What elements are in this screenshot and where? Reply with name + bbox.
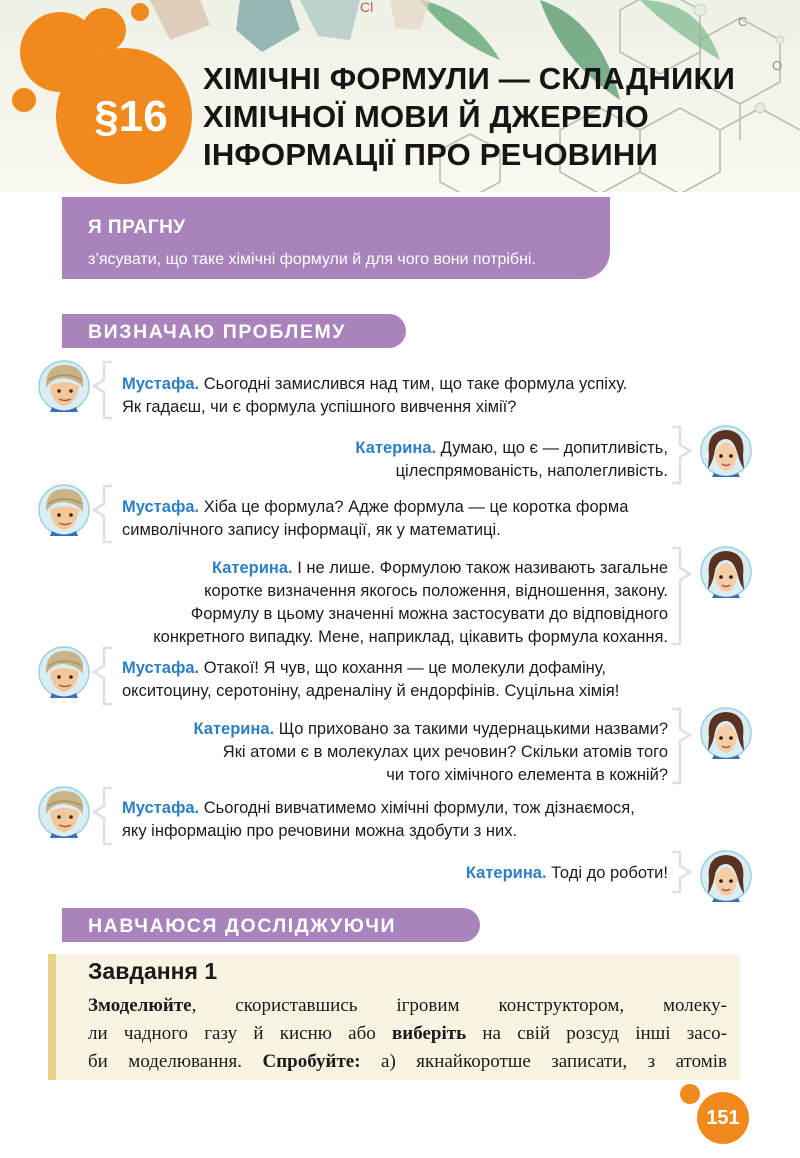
svg-text:C: C	[738, 14, 748, 29]
dialogue-mustafa-1	[122, 373, 627, 419]
speech-bracket-left	[92, 646, 114, 706]
speech-bracket-left	[92, 360, 114, 420]
task-stripe	[48, 954, 56, 1080]
page-number-decoration	[680, 1084, 700, 1104]
speech-bracket-right	[670, 707, 692, 785]
speaker-name: Катерина.	[211, 559, 293, 577]
dialogue-text: Які атоми є в молекулах цих речовин? Скільки атомів того	[222, 743, 668, 761]
dialogue-text: символічного запису інформації, як у математиці.	[122, 521, 501, 539]
task-keyword: Змоделюйте	[88, 995, 192, 1016]
speech-bracket-right	[670, 850, 692, 894]
dialogue-text: чи того хімічного елемента в кожній?	[386, 766, 668, 784]
dialogue-text: Формулу в цьому значенні можна застосувати до відповідного	[190, 605, 668, 623]
dialogue-kateryna-2	[153, 557, 668, 649]
mustafa-avatar	[38, 786, 90, 838]
task-text-part: , скориставшись ігровим конструктором, молеку-	[191, 995, 727, 1016]
task-keyword: Спробуйте:	[262, 1051, 361, 1072]
svg-text:Cl: Cl	[360, 0, 374, 15]
mustafa-avatar	[38, 360, 90, 412]
speaker-name: Катерина.	[193, 720, 275, 738]
kateryna-avatar	[700, 850, 752, 902]
goal-text: з’ясувати, що таке хімічні формули й для чого вони потрібні.	[88, 251, 536, 268]
mustafa-avatar	[38, 646, 90, 698]
dialogue-text: коротке визначення якогось положення, відношення, закону.	[204, 582, 668, 600]
dialogue-text: яку інформацію про речовини можна здобути з них.	[122, 822, 518, 840]
speaker-name: Мустафа.	[122, 799, 200, 817]
goal-title: Я ПРАГНУ	[88, 217, 186, 238]
dialogue-kateryna-4	[466, 862, 668, 885]
task-title: Завдання 1	[88, 958, 218, 984]
speaker-name: Мустафа.	[122, 498, 200, 516]
dialogue-text: окситоцину, серотоніну, адреналіну й ендорфінів. Суцільна хімія!	[122, 682, 620, 700]
task-text-part: ли чадного газу й кисню або	[88, 1023, 393, 1044]
speaker-name: Мустафа.	[122, 659, 200, 677]
goal-box	[62, 197, 610, 279]
speech-bracket-right	[670, 546, 692, 646]
section-heading-research: НАВЧАЮСЯ ДОСЛІДЖУЮЧИ	[62, 908, 480, 942]
dialogue-text: Як гадаєш, чи є формула успішного вивчення хімії?	[122, 398, 517, 416]
dialogue-text: конкретного випадку. Мене, наприклад, цікавить формула кохання.	[153, 628, 668, 646]
speaker-name: Катерина.	[355, 439, 437, 457]
dialogue-text: Думаю, що є — допитливість,	[440, 439, 668, 457]
speech-bracket-right	[670, 425, 692, 485]
title-line: ІНФОРМАЦІЇ ПРО РЕЧОВИНИ	[203, 137, 658, 172]
title-line: ХІМІЧНОЇ МОВИ Й ДЖЕРЕЛО	[203, 99, 649, 134]
dialogue-mustafa-3	[122, 657, 619, 703]
kateryna-avatar	[700, 546, 752, 598]
dialogue-text: Отакої! Я чув, що кохання — це молекули дофаміну,	[203, 659, 606, 677]
task-text-part: на свій розсуд інші засо-	[466, 1023, 727, 1044]
kateryna-avatar	[700, 707, 752, 759]
paragraph-number: §16	[94, 92, 168, 141]
page-title	[203, 60, 763, 174]
dialogue-text: Хіба це формула? Адже формула — це коротка форма	[203, 498, 629, 516]
dialogue-text: цілеспрямованість, наполегливість.	[395, 462, 668, 480]
dialogue-kateryna-1	[355, 437, 668, 483]
dialogue-mustafa-4	[122, 797, 635, 843]
dialogue-kateryna-3	[194, 718, 669, 787]
dialogue-text: Тоді до роботи!	[551, 864, 668, 882]
task-text-part: би моделювання.	[88, 1051, 263, 1072]
kateryna-avatar	[700, 425, 752, 477]
task-text-part: а) якнайкоротше записати, з атомів	[360, 1051, 727, 1072]
title-line: ХІМІЧНІ ФОРМУЛИ — СКЛАДНИКИ	[203, 61, 736, 96]
speech-bracket-left	[92, 484, 114, 544]
task-keyword: виберіть	[392, 1023, 467, 1044]
speaker-name: Катерина.	[465, 864, 547, 882]
page-header	[0, 0, 800, 192]
speaker-name: Мустафа.	[122, 375, 200, 393]
mustafa-avatar	[38, 484, 90, 536]
dialogue-text: Сьогодні замислився над тим, що таке формула успіху.	[203, 375, 628, 393]
task-text	[88, 992, 727, 1076]
section-heading-problem: ВИЗНАЧАЮ ПРОБЛЕМУ	[62, 314, 406, 348]
speech-bracket-left	[92, 786, 114, 846]
dialogue-text: Сьогодні вивчатимемо хімічні формули, тож дізнаємося,	[203, 799, 635, 817]
dialogue-mustafa-2	[122, 496, 628, 542]
dialogue-text: І не лише. Формулою також називають загальне	[297, 559, 668, 577]
dialogue-text: Що приховано за такими чудернацькими назвами?	[278, 720, 668, 738]
svg-text:O: O	[772, 58, 783, 73]
page-number: 151	[697, 1092, 749, 1144]
